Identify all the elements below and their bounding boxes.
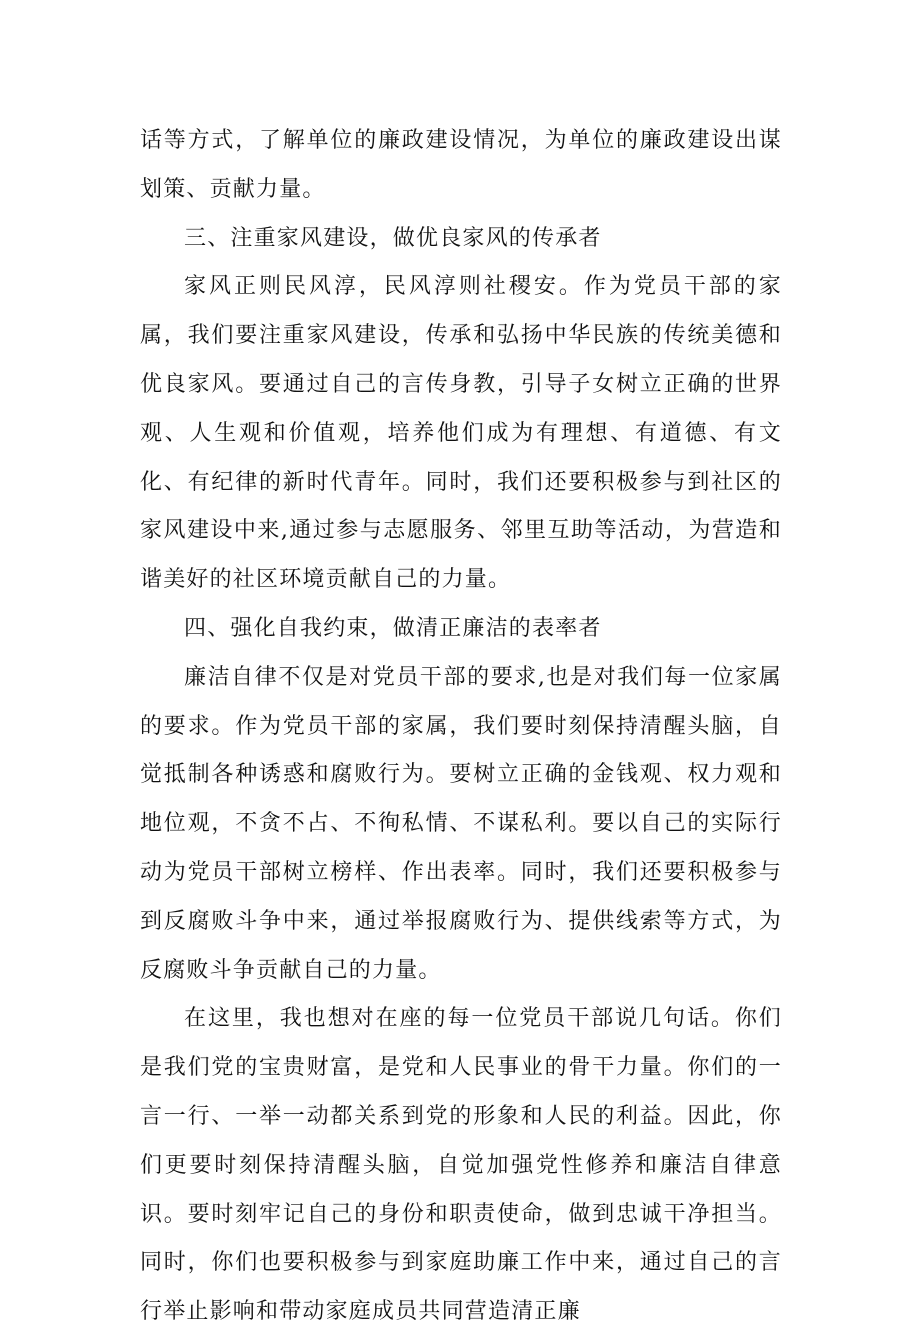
document-body	[140, 117, 782, 1337]
section-heading-family-tradition: 三、注重家风建设，做优良家风的传承者	[184, 225, 602, 251]
paragraph-continuation: 话等方式，了解单位的廉政建设情况，为单位的廉政建设出谋划策、贡献力量。	[140, 128, 782, 202]
paragraph-self-discipline: 廉洁自律不仅是对党员干部的要求,也是对我们每一位家属的要求。作为党员干部的家属，我们要时刻保持清醒头脑，自觉抵制各种诱惑和腐败行为。要树立正确的金钱观、权力观和地位观，不贪不占、不徇私情、不谋私利。要以自己的实际行动为党员干部树立榜样、作出表率。同时，我们还要积极参与到反腐败斗争中来，通过举报腐败行为、提供线索等方式，为反腐败斗争贡献自己的力量。	[140, 664, 782, 983]
paragraph-family-tradition: 家风正则民风淳，民风淳则社稷安。作为党员干部的家属，我们要注重家风建设，传承和弘扬中华民族的传统美德和优良家风。要通过自己的言传身教，引导子女树立正确的世界观、人生观和价值观，培养他们成为有理想、有道德、有文化、有纪律的新时代青年。同时，我们还要积极参与到社区的家风建设中来,通过参与志愿服务、邻里互助等活动，为营造和谐美好的社区环境贡献自己的力量。	[140, 274, 782, 593]
section-heading-self-discipline: 四、强化自我约束，做清正廉洁的表率者	[184, 615, 602, 641]
paragraph-address-to-cadres: 在这里，我也想对在座的每一位党员干部说几句话。你们是我们党的宝贵财富，是党和人民事业的骨干力量。你们的一言一行、一举一动都关系到党的形象和人民的利益。因此，你们更要时刻保持清醒头脑，自觉加强党性修养和廉洁自律意识。要时刻牢记自己的身份和职责使命，做到忠诚干净担当。同时，你们也要积极参与到家庭助廉工作中来，通过自己的言行举止影响和带动家庭成员共同营造清正廉	[140, 1006, 782, 1325]
